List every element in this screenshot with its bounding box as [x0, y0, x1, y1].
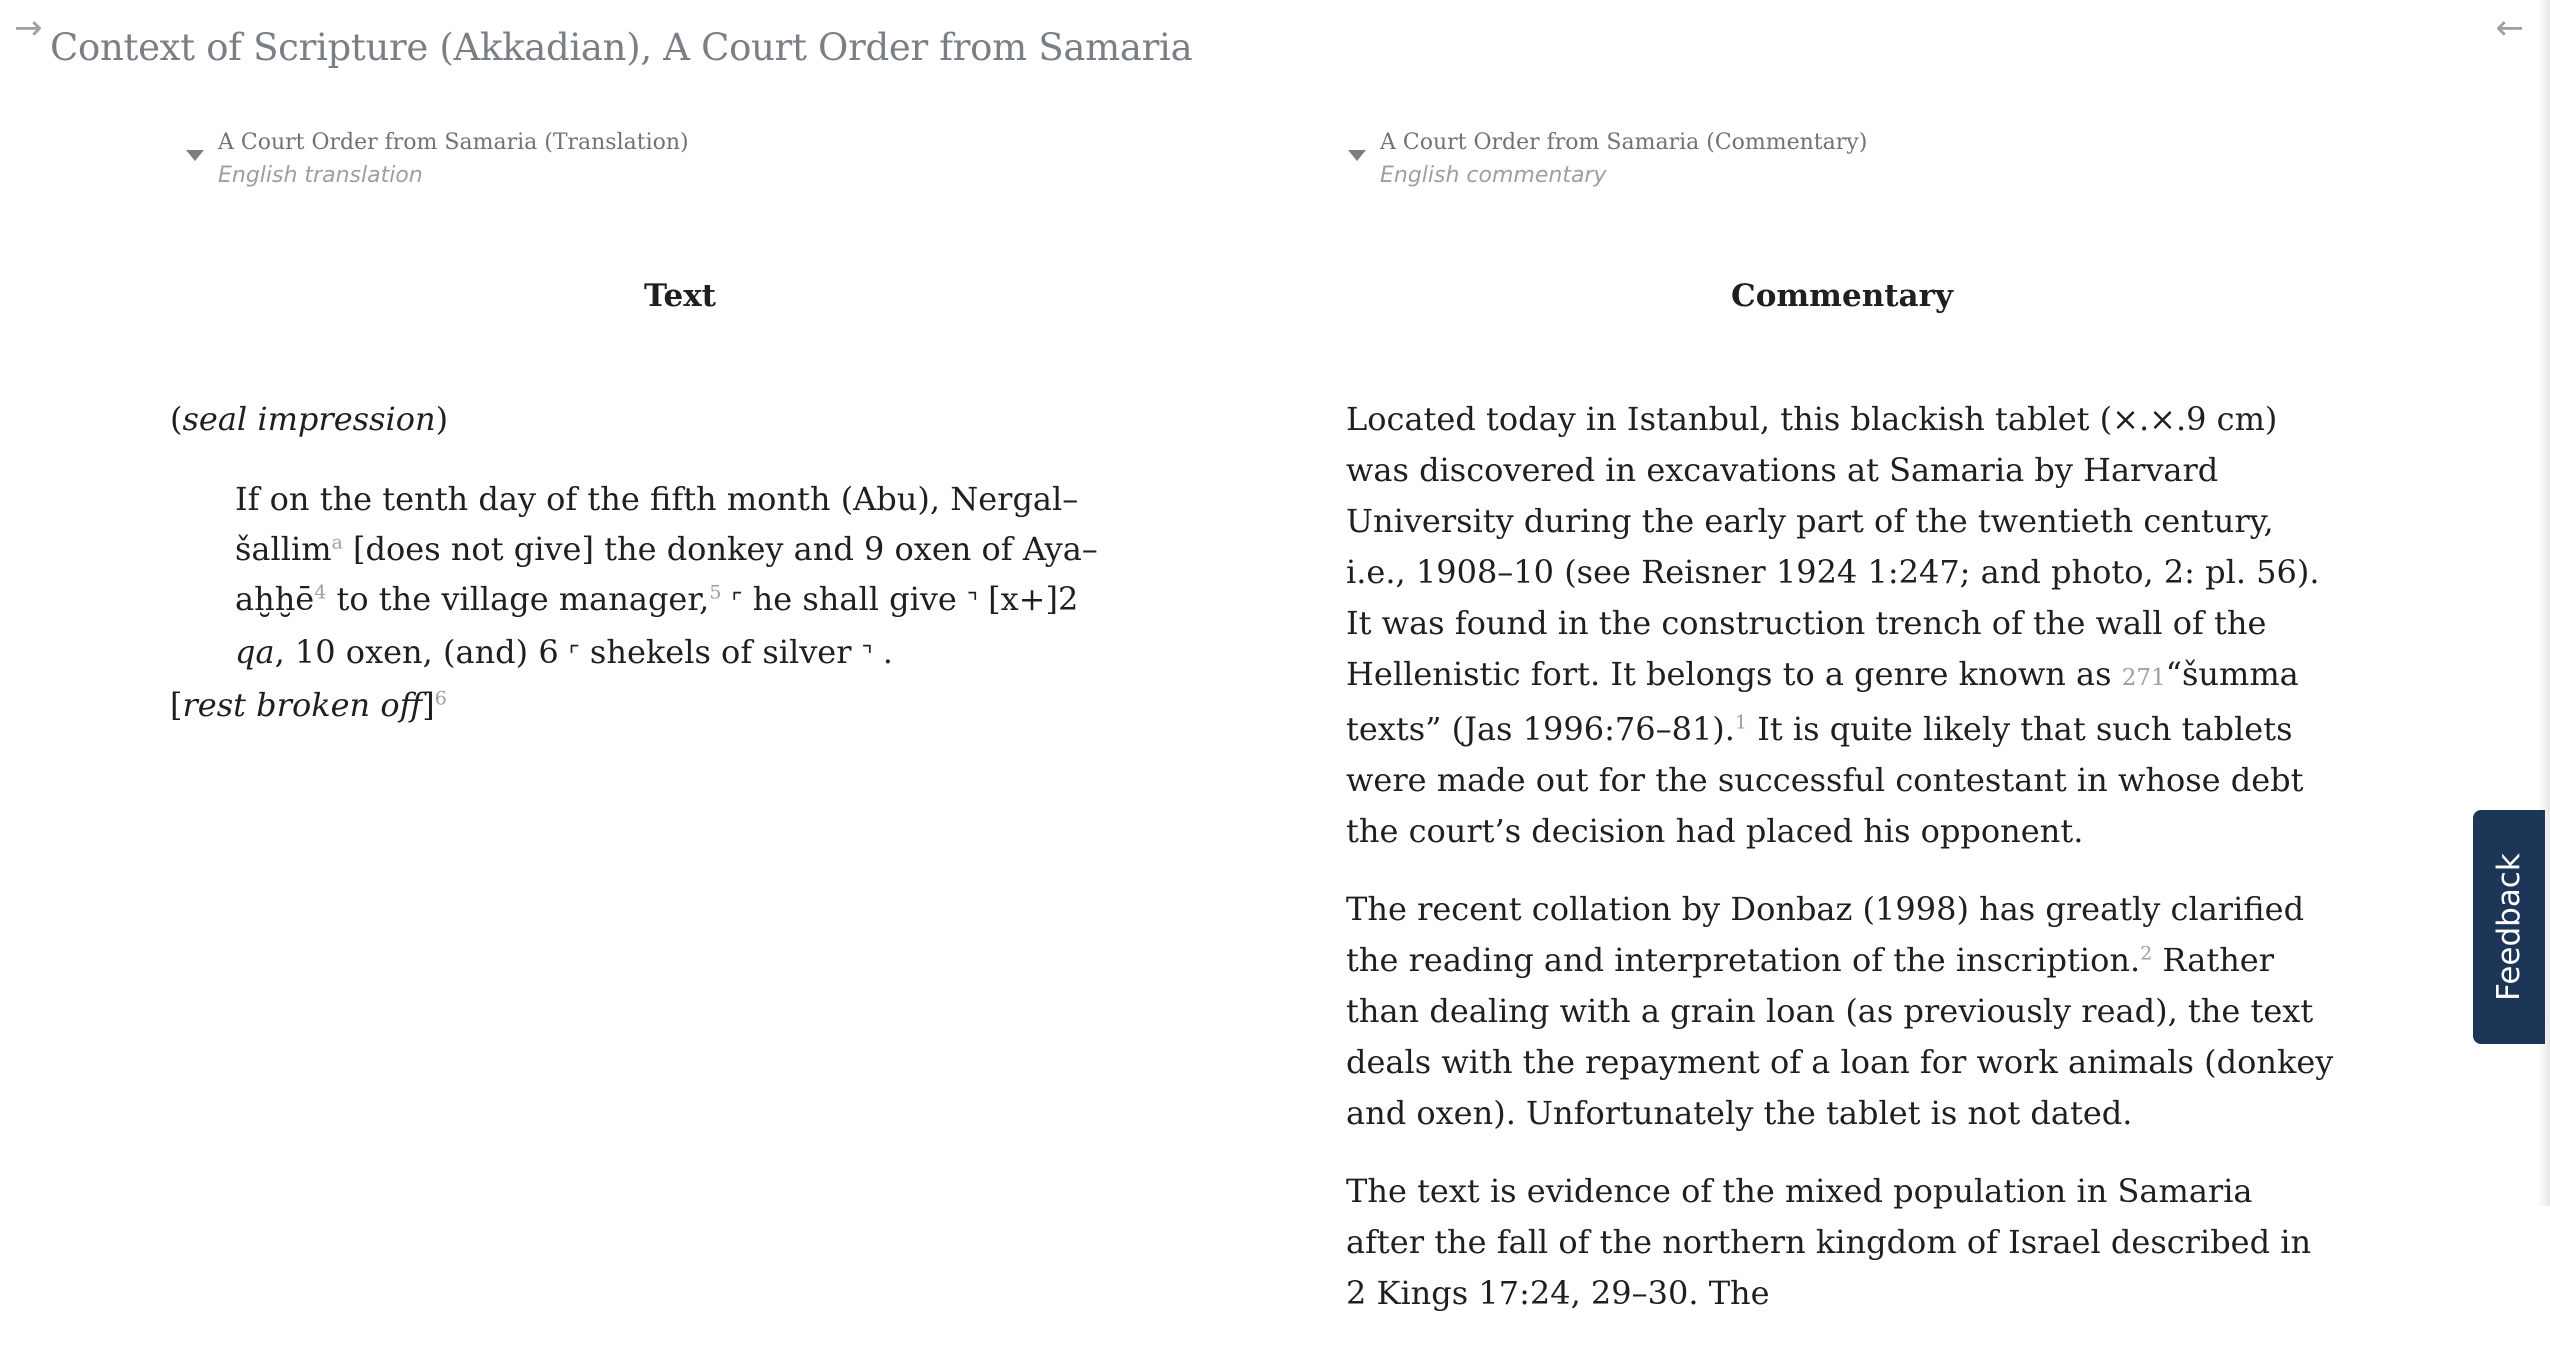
translation-text	[170, 394, 1170, 730]
arrow-left-icon[interactable]: ←	[2495, 8, 2524, 48]
resource-title: A Court Order from Samaria (Translation)	[218, 130, 689, 155]
text-heading: Text	[643, 278, 717, 314]
feedback-label: Feedback	[2491, 853, 2527, 1001]
bracket-open: [	[170, 686, 183, 724]
seal-label: seal impression	[182, 400, 436, 438]
text-segment: It is quite likely that such tablets were made out for the successful contestant in whose debt the court’s decision had placed his opponent.	[1346, 710, 2304, 850]
footnote-marker[interactable]: 6	[434, 687, 447, 710]
resource-subtitle: English commentary	[1380, 163, 1607, 188]
text-segment: If on the tenth day of the fifth month (Abu), Nergal–šallim	[235, 480, 1079, 568]
text-italic: qa	[235, 633, 275, 671]
commentary-heading: Commentary	[1731, 278, 1953, 314]
commentary-paragraph	[1346, 884, 2338, 1139]
text-segment: [x+]2	[988, 580, 1079, 618]
text-segment: Rather than dealing with a grain loan (as previously read), the text deals with the repayment of a loan for work animals (donkey and oxen). Unfortunately the tablet is not dated.	[1346, 941, 2334, 1132]
resource-subtitle: English translation	[218, 163, 423, 188]
text-segment: “šumma texts” (Jas 1996:76–81).	[1346, 655, 2299, 748]
text-segment: to the village manager,	[326, 580, 710, 618]
rest-label: rest broken off	[182, 686, 423, 724]
paren-open: (	[170, 400, 183, 438]
commentary-paragraph: The text is evidence of the mixed population in Samaria after the fall of the northern kingdom of Israel described in 2 Kings 17:24, 29–30. The	[1346, 1172, 2312, 1312]
translation-paragraph	[170, 474, 1125, 680]
half-bracket-open: ⌜	[568, 641, 580, 669]
caret-down-icon[interactable]	[1348, 150, 1366, 161]
footnote-marker[interactable]: 5	[709, 581, 722, 604]
commentary-resource-selector[interactable]	[1348, 130, 2048, 190]
paren-close: )	[435, 400, 449, 438]
footnote-marker[interactable]: 2	[2140, 942, 2153, 965]
rest-broken-line	[170, 680, 1170, 730]
footnote-marker[interactable]: 1	[1734, 711, 1748, 734]
resource-title: A Court Order from Samaria (Commentary)	[1380, 130, 1868, 155]
half-bracket-open: ⌜	[731, 588, 743, 616]
text-segment: , 10 oxen, (and) 6	[274, 633, 559, 671]
text-segment: .	[882, 633, 893, 671]
seal-impression-line	[170, 394, 1170, 444]
footnote-marker[interactable]: 4	[314, 581, 327, 604]
text-segment: [does not give] the donkey and 9 oxen of Aya–aḫḫē	[235, 530, 1098, 618]
half-bracket-close: ⌝	[861, 641, 873, 669]
text-segment: The recent collation by Donbaz (1998) has greatly clarified the reading and interpretation of the inscription.	[1346, 890, 2305, 979]
text-segment: he shall give	[752, 580, 957, 618]
arrow-right-icon[interactable]: →	[14, 8, 43, 48]
commentary-paragraph	[1346, 394, 2338, 857]
half-bracket-close: ⌝	[966, 588, 979, 616]
feedback-button[interactable]	[2473, 810, 2545, 1044]
text-segment: Located today in Istanbul, this blackish tablet (×.×.9 cm) was discovered in excavations at Samaria by Harvard University during the early part of the twentieth century, i.e., 1908–10 (see Reisner 1924 1:247; and photo, 2: pl. 56). It was found in the construction trench of the wall of the Hellenistic fort. It belongs to a genre known as	[1346, 400, 2320, 693]
text-segment: shekels of silver	[589, 633, 852, 671]
commentary-text	[1346, 394, 2338, 1346]
caret-down-icon[interactable]	[186, 150, 204, 161]
page-reference: 271	[2121, 665, 2166, 691]
bracket-close: ]	[422, 686, 435, 724]
page-title: Context of Scripture (Akkadian), A Court Order from Samaria	[50, 26, 1193, 69]
footnote-marker[interactable]: a	[331, 531, 343, 554]
translation-resource-selector[interactable]	[186, 130, 786, 190]
